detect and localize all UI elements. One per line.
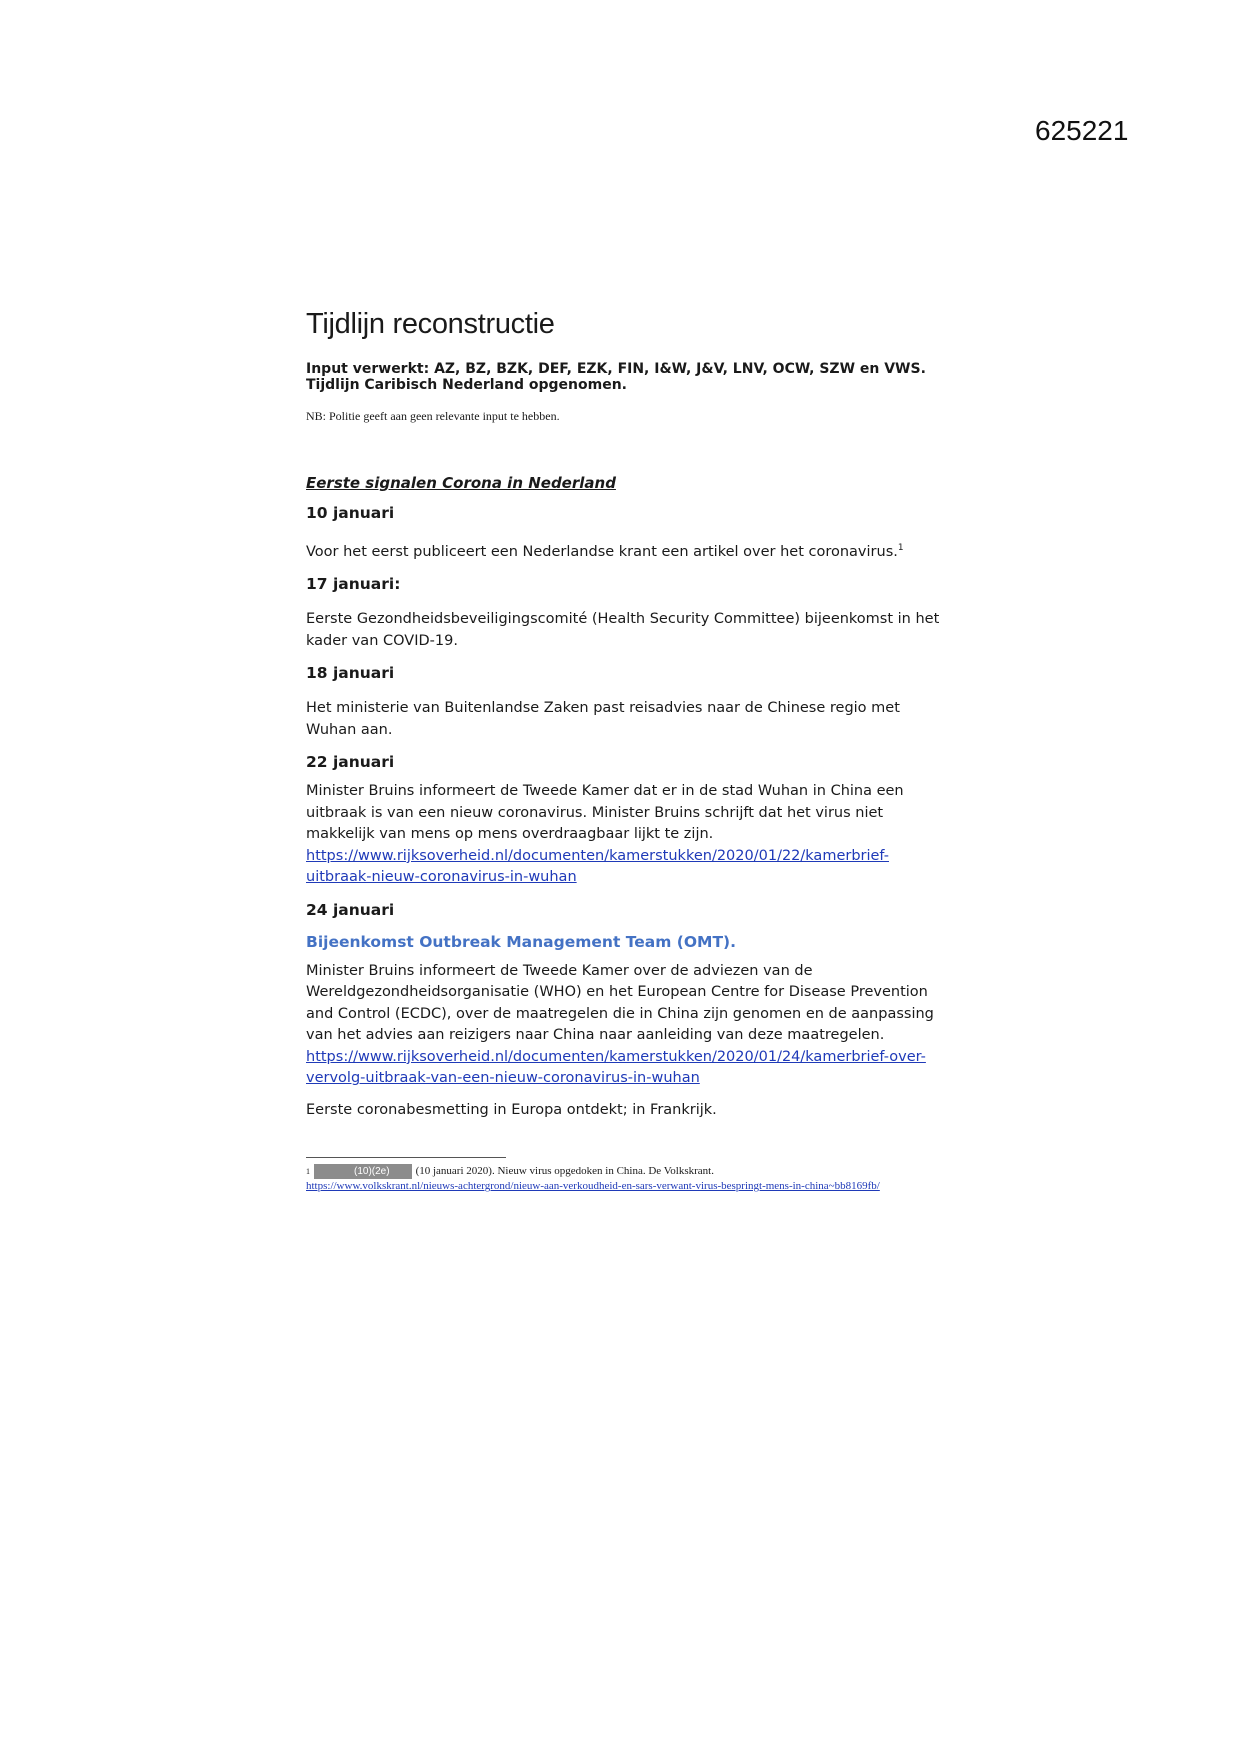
- footnote: [306, 1164, 946, 1194]
- entry-text-body: Voor het eerst publiceert een Nederlandse krant een artikel over het coronavirus.: [306, 543, 898, 560]
- entry-date: 10 januari: [306, 504, 395, 522]
- redaction-block: (10)(2e): [314, 1164, 412, 1179]
- volkskrant-link[interactable]: https://www.volkskrant.nl/nieuws-achtergrond/nieuw-aan-verkoudheid-en-sars-verwant-virus-bespringt-mens-in-china~bb8169fb/: [306, 1180, 880, 1193]
- entry-text-body: Minister Bruins informeert de Tweede Kamer dat er in de stad Wuhan in China een uitbraak is van een nieuw coronavirus. Minister Bruins schrijft dat het virus niet makkelijk van mens op mens overdraagbaar lijkt te zijn.: [306, 783, 904, 843]
- footnote-reference[interactable]: 1: [897, 543, 904, 553]
- kamerbrief-link[interactable]: https://www.rijksoverheid.nl/documenten/kamerstukken/2020/01/24/kamerbrief-over-vervolg-uitbraak-van-een-nieuw-coronavirus-in-wuhan: [306, 1048, 926, 1087]
- nb-note: NB: Politie geeft aan geen relevante input te hebben.: [306, 409, 560, 423]
- entry-text-body: Minister Bruins informeert de Tweede Kamer over de adviezen van de Wereldgezondheidsorganisatie (WHO) en het European Centre for Disease Prevention and Control (ECDC), over de maatregelen die in China zijn genomen en de aanpassing van het advies aan reizigers naar China naar aanleiding van deze maatregelen.: [306, 962, 934, 1044]
- entry-date: 22 januari: [306, 753, 395, 772]
- entry-text: Eerste Gezondheidsbeveiligingscomité (Health Security Committee) bijeenkomst in het kader van COVID-19.: [306, 611, 940, 649]
- input-processed-line: Input verwerkt: AZ, BZ, BZK, DEF, EZK, FIN, I&W, J&V, LNV, OCW, SZW en VWS.: [306, 361, 926, 377]
- entry-text: [306, 781, 946, 889]
- kamerbrief-link[interactable]: https://www.rijksoverheid.nl/documenten/kamerstukken/2020/01/22/kamerbrief-uitbraak-nieuw-coronavirus-in-wuhan: [306, 847, 889, 886]
- caribbean-timeline-line: Tijdlijn Caribisch Nederland opgenomen.: [306, 377, 627, 393]
- entry-extra-text: Eerste coronabesmetting in Europa ontdekt; in Frankrijk.: [306, 1101, 717, 1118]
- footnote-divider: [306, 1157, 506, 1158]
- entry-date: 18 januari: [306, 664, 395, 683]
- entry-text: Het ministerie van Buitenlandse Zaken past reisadvies naar de Chinese regio met Wuhan aan.: [306, 700, 900, 738]
- entry-date: 17 januari:: [306, 575, 401, 594]
- footnote-citation: (10 januari 2020). Nieuw virus opgedoken in China. De Volkskrant.: [415, 1165, 714, 1178]
- document-body: [306, 308, 946, 1194]
- omt-meeting-highlight: Bijeenkomst Outbreak Management Team (OMT).: [306, 932, 737, 951]
- footnote-mark: 1: [306, 1167, 310, 1177]
- entry-text: [306, 538, 946, 563]
- entry-text: [306, 961, 946, 1090]
- section-heading: Eerste signalen Corona in Nederland: [306, 474, 616, 492]
- entry-date: 24 januari: [306, 900, 395, 919]
- page-title: Tijdlijn reconstructie: [306, 308, 555, 340]
- document-number: 625221: [1035, 115, 1129, 146]
